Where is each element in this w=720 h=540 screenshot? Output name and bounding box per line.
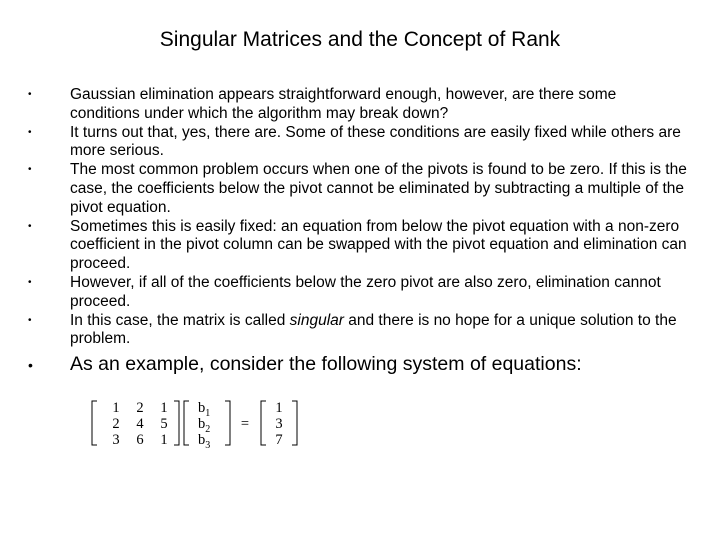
vector-subscript: 3: [205, 440, 211, 451]
example-bullet-text: As an example, consider the following system of equations:: [70, 353, 582, 375]
bullet-icon: •: [28, 89, 32, 100]
vector-left-bracket: [184, 401, 189, 445]
slide-title: Singular Matrices and the Concept of Rank: [159, 28, 561, 51]
bullet-icon: •: [28, 276, 32, 288]
equation-svg: [88, 398, 308, 451]
matrix-cell: 6: [136, 432, 144, 448]
rhs-entry: 7: [275, 432, 283, 448]
equation: [88, 398, 308, 451]
rhs-entry: 1: [275, 400, 283, 416]
bullet-text: Sometimes this is easily fixed: an equation from below the pivot equation with a non-zero coefficient in the pivot column can be swapped with the pivot equation and elimination can proceed.: [70, 217, 687, 273]
rhs-entry: 3: [275, 416, 283, 432]
bullet-item: [28, 124, 688, 162]
vector-subscript: 2: [205, 424, 211, 435]
bullet-icon: •: [28, 314, 32, 326]
bullet-text: [70, 312, 677, 348]
bullet-item: [28, 86, 688, 124]
vector-symbol: b: [198, 432, 206, 448]
equals-sign: =: [240, 416, 250, 432]
bullet-item: [28, 274, 688, 312]
bullet-text: Gaussian elimination appears straightforward enough, however, are there some conditions under which the algorithm may break down?: [70, 86, 617, 122]
singular-emphasis: singular: [289, 311, 344, 329]
matrix-cell: 1: [112, 400, 120, 416]
matrix-cell: 5: [160, 416, 168, 432]
bullet-item: [28, 161, 688, 217]
bullet-icon: •: [28, 357, 33, 373]
bullet-list: [28, 86, 688, 349]
matrix-right-bracket: [174, 401, 179, 445]
vector-subscript: 1: [205, 408, 211, 419]
matrix-cell: 4: [136, 416, 144, 432]
bullet-icon: •: [28, 164, 32, 176]
bullet-icon: •: [28, 126, 32, 138]
matrix-cell: 1: [160, 400, 168, 416]
vector-right-bracket: [225, 401, 230, 445]
bullet-text-part: and there is no hope for a unique solution to the problem.: [70, 311, 677, 348]
bullet-item: [28, 312, 688, 350]
matrix-cell: 2: [136, 400, 144, 416]
vector-symbol: b: [198, 400, 206, 416]
rhs-left-bracket: [261, 401, 266, 445]
matrix-cell: 1: [160, 432, 168, 448]
matrix-cell: 2: [112, 416, 120, 432]
bullet-text: The most common problem occurs when one of the pivots is found to be zero. If this is the case, the coefficients below the pivot cannot be eliminated by subtracting a multiple of the pivot equation.: [70, 161, 687, 216]
rhs-right-bracket: [292, 401, 297, 445]
bullet-icon: •: [28, 220, 32, 232]
vector-symbol: b: [198, 416, 206, 432]
bullet-text-part: In this case, the matrix is called: [70, 311, 290, 329]
matrix-cell: 3: [112, 432, 120, 448]
bullet-text: However, if all of the coefficients below the zero pivot are also zero, elimination cannot proceed.: [70, 273, 661, 310]
bullet-text: It turns out that, yes, there are. Some of these conditions are easily fixed while others are more serious.: [70, 123, 681, 160]
bullet-item: [28, 218, 688, 274]
example-bullet: [28, 352, 688, 376]
matrix-left-bracket: [92, 401, 97, 445]
